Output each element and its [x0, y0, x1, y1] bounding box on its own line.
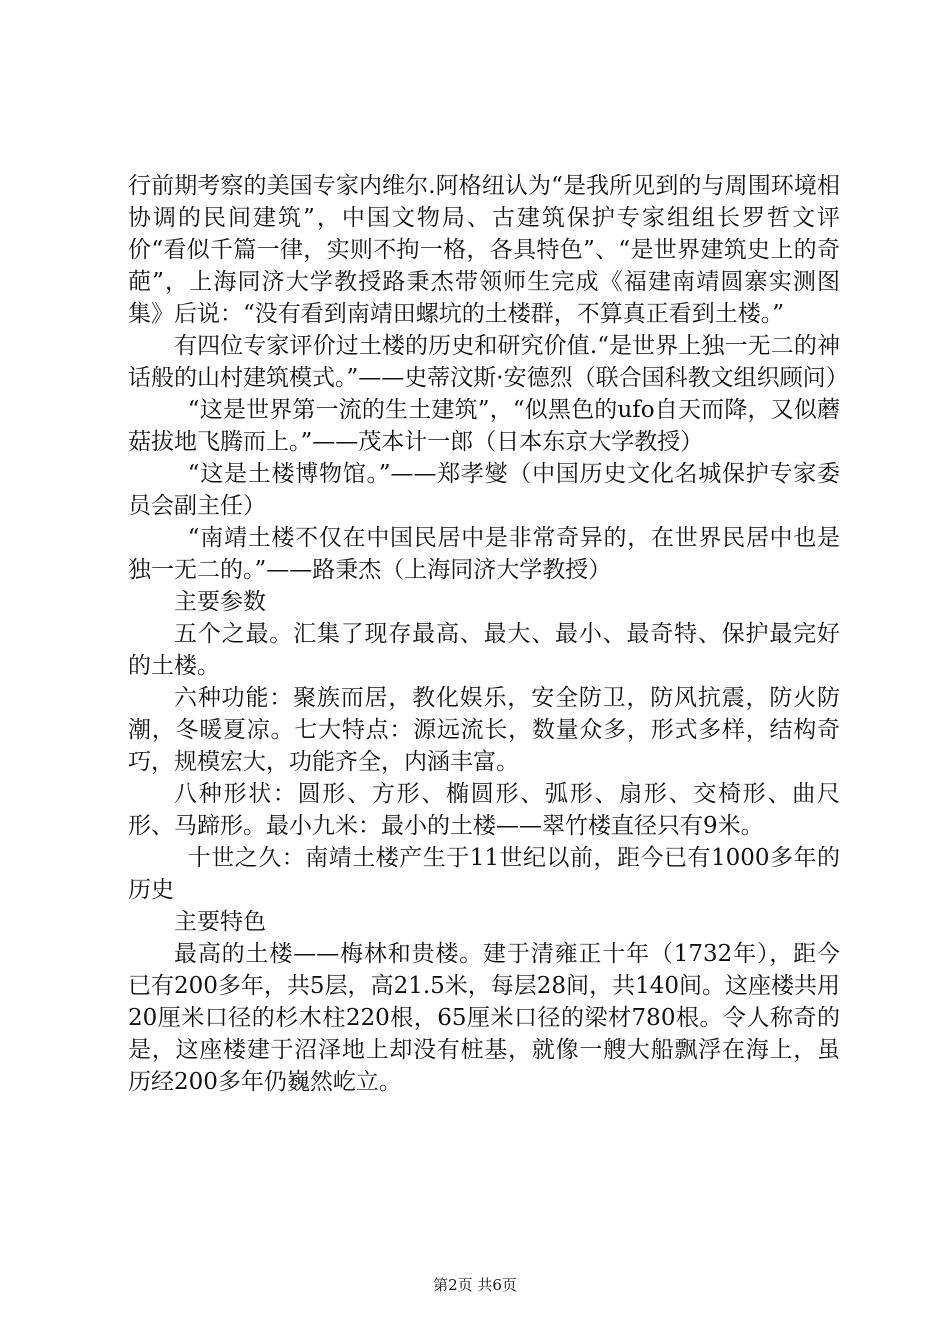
- paragraph-four-experts: 有四位专家评价过土楼的历史和研究价值.“是世界上独一无二的神话般的山村建筑模式。”——史蒂汶斯·安德烈（联合国科教文组织顾问）: [128, 333, 849, 391]
- quote-lu-bingjie: “南靖土楼不仅在中国民居中是非常奇异的，在世界民居中也是独一无二的。”——路秉杰（上海同济大学教授）: [128, 525, 840, 583]
- paragraph-eight-shapes: 八种形状：圆形、方形、椭圆形、弧形、扇形、交椅形、曲尺形、马蹄形。最小九米：最小的土楼——翠竹楼直径只有9米。: [128, 781, 840, 839]
- paragraph-five-superlatives: 五个之最。汇集了现存最高、最大、最小、最奇特、保护最完好的土楼。: [128, 621, 840, 679]
- paragraph-tallest-tulou: 最高的土楼——梅林和贵楼。建于清雍正十年（1732年），距今已有200多年，共5层，高21.5米，每层28间，共140间。这座楼共用20厘米口径的杉木柱220根，65厘米口径的梁材780根。令人称奇的是，这座楼建于沼泽地上却没有桩基，就像一艘大船飘浮在海上，虽历经200多年仍巍然屹立。: [128, 941, 840, 1095]
- quote-zheng-xiaoxie: “这是土楼博物馆。”——郑孝燮（中国历史文化名城保护专家委员会副主任）: [128, 461, 840, 519]
- section-heading-main-parameters: 主要参数: [174, 589, 266, 615]
- paragraph-expert-opinions: 行前期考察的美国专家内维尔.阿格纽认为“是我所见到的与周围环境相协调的民间建筑”，中国文物局、古建筑保护专家组组长罗哲文评价“看似千篇一律，实则不拘一格，各具特色”、“是世界建筑史上的奇葩”，上海同济大学教授路秉杰带领师生完成《福建南靖圆寨实测图集》后说：“没有看到南靖田螺坑的土楼群，不算真正看到土楼。”: [128, 173, 840, 327]
- paragraph-ten-centuries: 十世之久：南靖土楼产生于11世纪以前，距今已有1000多年的历史: [128, 845, 840, 903]
- paragraph-six-functions: 六种功能：聚族而居，教化娱乐，安全防卫，防风抗震，防火防潮，冬暖夏凉。七大特点：源远流长，数量众多，形式多样，结构奇巧，规模宏大，功能齐全，内涵丰富。: [128, 685, 840, 775]
- section-heading-main-features: 主要特色: [174, 909, 266, 935]
- document-body: [128, 170, 849, 1098]
- page-number-footer: 第2页 共6页: [433, 1276, 517, 1294]
- quote-motomoto: “这是世界第一流的生土建筑”，“似黑色的ufo自天而降，又似蘑菇拔地飞腾而上。”——茂本计一郎（日本东京大学教授）: [128, 397, 840, 455]
